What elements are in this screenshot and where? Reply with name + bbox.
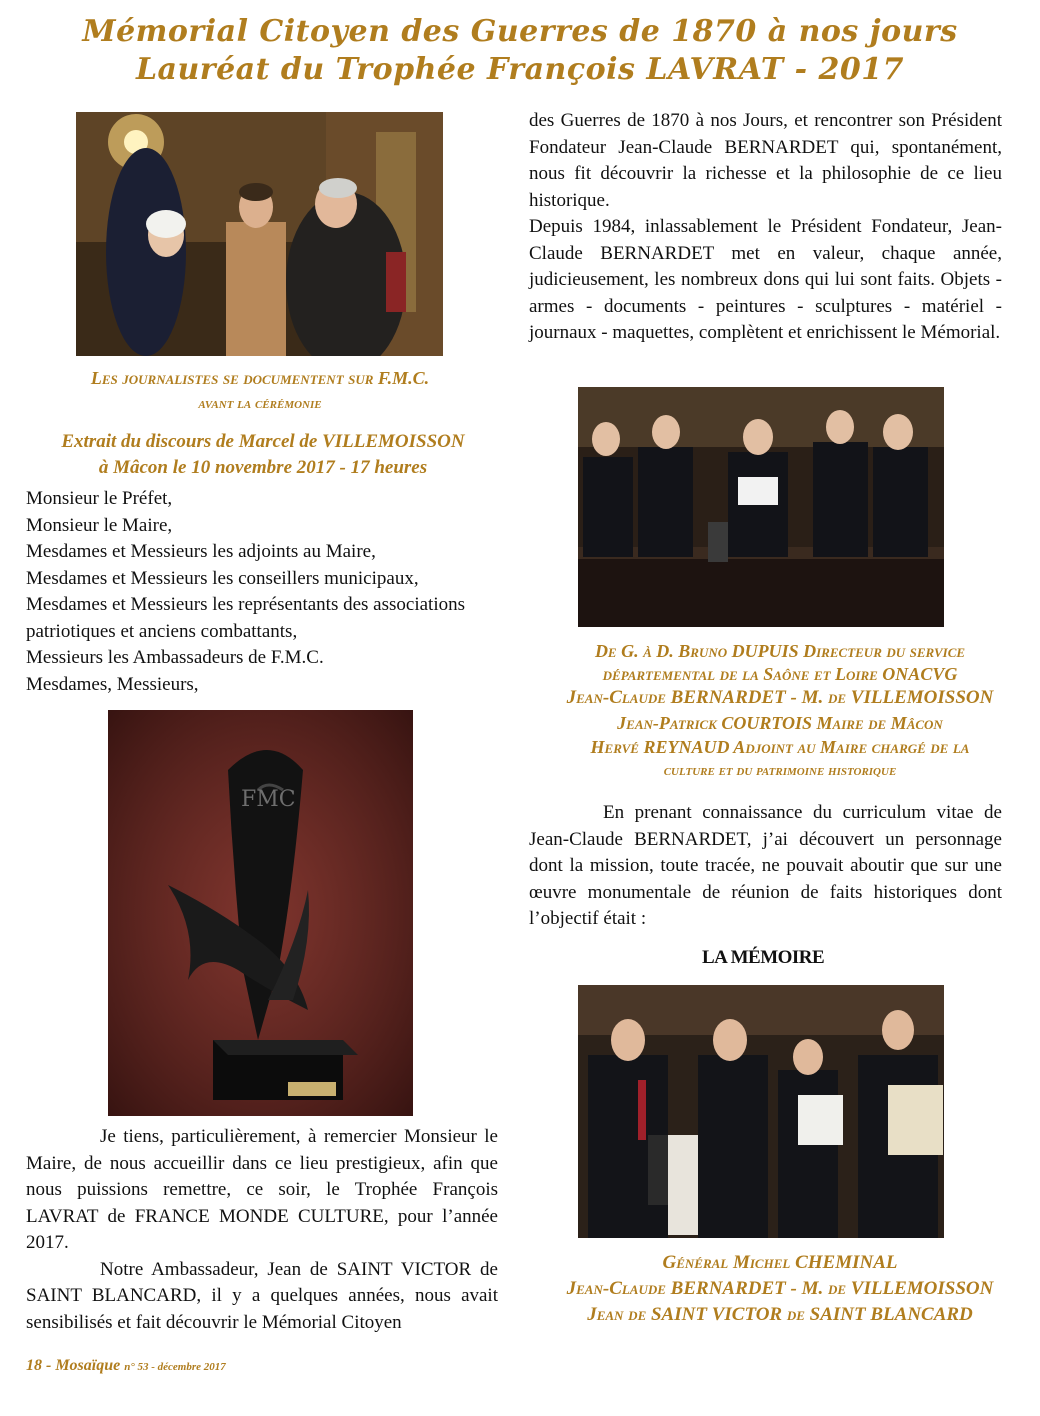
issue-info: n° 53 - décembre 2017: [124, 1361, 226, 1373]
photo3-caption-line: Général Michel CHEMINAL: [662, 1252, 898, 1273]
salutation-line: patriotiques et anciens combattants,: [26, 620, 298, 642]
photo-ceremony: [578, 387, 944, 627]
photo-journalists: [76, 112, 443, 356]
photo2-caption-line: Jean-Claude BERNARDET - M. de VILLEMOISSON: [566, 687, 994, 708]
page-title-line1: Mémorial Citoyen des Guerres de 1870 à nos jours: [82, 14, 958, 49]
photo2-caption-line: culture et du patrimoine historique: [663, 763, 897, 779]
right-body-cv: [529, 800, 1002, 933]
paragraph-depuis: Depuis 1984, inlassablement le Président Fondateur, Jean-Claude BERNARDET met en valeur, chaque année, judicieusement, les nombreux dons qui lui sont faits. Objets - armes - documents - peintures - sculptures - matériel - journaux - maquettes, complètent et enrichissent le Mémorial.: [529, 216, 1002, 343]
photo2-caption-line: départemental de la Saône et Loire ONACVG: [602, 664, 958, 684]
salutation-line: Monsieur le Maire,: [26, 514, 173, 536]
salutation-line: Messieurs les Ambassadeurs de F.M.C.: [26, 647, 324, 668]
page-footer: [26, 1357, 226, 1375]
speech-title-line1: Extrait du discours de Marcel de VILLEMOISSON: [61, 431, 465, 452]
photo2-caption-line: Jean-Patrick COURTOIS Maire de Mâcon: [617, 713, 943, 733]
page-title-line2: Lauréat du Trophée François LAVRAT - 2017: [135, 52, 905, 87]
photo1-caption-line2: avant la cérémonie: [198, 396, 322, 412]
photo-trophy: [108, 710, 413, 1116]
photo3-caption-line: Jean-Claude BERNARDET - M. de VILLEMOISSON: [566, 1278, 994, 1299]
left-body: [26, 1124, 498, 1336]
paragraph-cv: En prenant connaissance du curriculum vitae de Jean-Claude BERNARDET, j’ai découvert un personnage dont la mission, toute tracée, ne pouvait aboutir que sur une œuvre monumentale de réunion de faits historiques dont l’objectif était :: [529, 802, 1002, 929]
photo3-caption-line: Jean de SAINT VICTOR de SAINT BLANCARD: [587, 1304, 973, 1325]
memoire-heading: LA MÉMOIRE: [702, 947, 825, 968]
photo-award: [578, 985, 944, 1238]
salutation-line: Mesdames et Messieurs les représentants des associations: [26, 594, 466, 615]
paragraph-continuation: des Guerres de 1870 à nos Jours, et rencontrer son Président Fondateur Jean-Claude BERNARDET qui, spontanément, nous fit découvrir la richesse et la philosophie de ce lieu historique.: [529, 110, 1002, 211]
salutations-list: [26, 486, 506, 698]
page-number: 18 - Mosaïque: [26, 1357, 121, 1374]
salutation-line: Mesdames et Messieurs les adjoints au Maire,: [26, 541, 376, 562]
salutation-line: Monsieur le Préfet,: [26, 488, 173, 509]
paragraph-thanks: Je tiens, particulièrement, à remercier Monsieur le Maire, de nous accueillir dans ce lieu prestigieux, afin que nous puissions remettre, ce soir, le Trophée François LAVRAT de FRANCE MONDE CULTURE, pour l’année 2017.: [26, 1126, 498, 1253]
right-body-top: [529, 108, 1002, 347]
photo2-caption-line: Hervé REYNAUD Adjoint au Maire chargé de la: [590, 737, 970, 757]
salutation-line: Mesdames, Messieurs,: [26, 673, 199, 695]
paragraph-ambassador: Notre Ambassadeur, Jean de SAINT VICTOR de SAINT BLANCARD, il y a quelques années, nous avait sensibilisés et fait découvrir le Mémorial Citoyen: [26, 1258, 498, 1333]
photo1-caption-line1: Les journalistes se documentent sur F.M.C.: [90, 368, 430, 388]
speech-title-line2: à Mâcon le 10 novembre 2017 - 17 heures: [98, 457, 428, 478]
photo2-caption-line: De G. à D. Bruno DUPUIS Directeur du service: [594, 641, 966, 661]
salutation-line: Mesdames et Messieurs les conseillers municipaux,: [26, 567, 419, 589]
trophy-engraving: FMC: [241, 787, 296, 812]
